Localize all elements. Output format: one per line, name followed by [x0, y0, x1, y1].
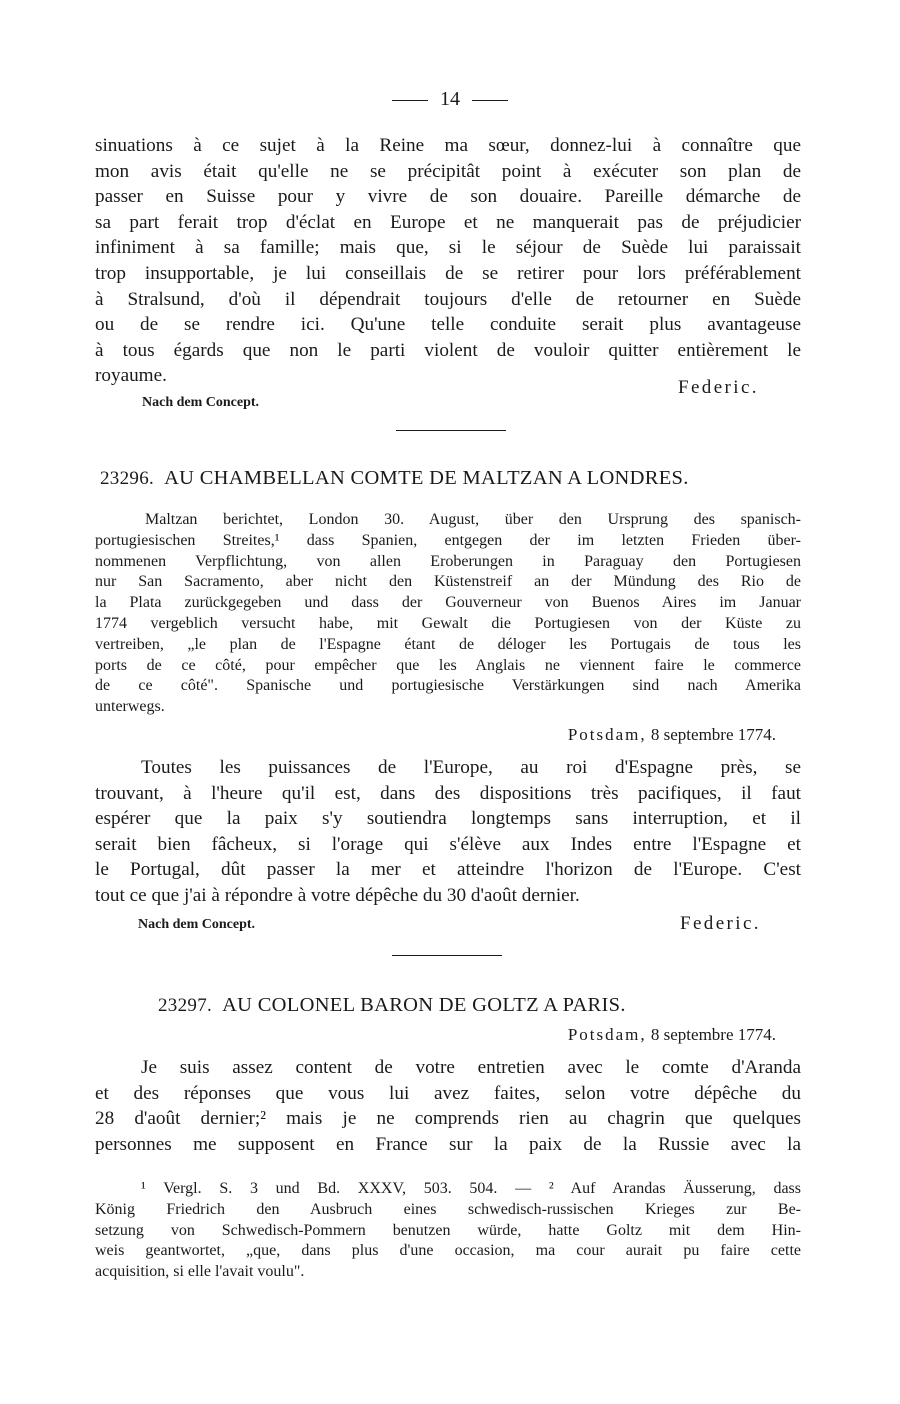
text-line: à tous égards que non le parti violent de vouloir quitter entièrement le	[95, 339, 801, 361]
date-place: Potsdam,	[567, 725, 647, 744]
text-line: à Stralsund, d'où il dépendrait toujours d'elle de retourner en Suède	[95, 288, 801, 310]
text-line: serait bien fâcheux, si l'orage qui s'élève aux Indes entre l'Espagne et	[95, 833, 801, 855]
letter3-body	[95, 1055, 801, 1157]
letter3-dateline	[568, 1025, 776, 1045]
letter2-source-note: Nach dem Concept.	[138, 917, 256, 932]
letter2-number: 23296.	[100, 468, 155, 489]
date-text: 8 septembre 1774.	[650, 1025, 776, 1044]
text-line: tout ce que j'ai à répondre à votre dépêche du 30 d'août dernier.	[95, 884, 580, 906]
letter2-body	[95, 755, 801, 909]
footnotes	[95, 1179, 801, 1283]
text-line: et des réponses que vous lui avez faites, selon votre dépêche du	[95, 1082, 801, 1104]
footnote-line: acquisition, si elle l'avait voulu".	[95, 1263, 305, 1281]
text-line: trouvant, à l'heure qu'il est, dans des dispositions très pacifiques, il faut	[95, 782, 801, 804]
date-place: Potsdam,	[567, 1025, 647, 1044]
summary-line: portugiesischen Streites,¹ dass Spanien, entgegen der im letzten Frieden über-	[95, 531, 801, 549]
text-line: mon avis était qu'elle ne se précipitât point à exécuter son plan de	[95, 160, 801, 182]
letter2-heading	[100, 467, 800, 490]
text-line: sa part ferait trop d'éclat en Europe et ne manquerait pas de préjudicier	[95, 211, 801, 233]
text-line: personnes me supposent en France sur la paix de la Russie avec la	[95, 1133, 801, 1155]
letter1-body	[95, 133, 801, 389]
summary-line: unterwegs.	[95, 698, 165, 716]
letter2-dateline	[568, 725, 776, 745]
text-line: passer en Suisse pour y vivre de son douaire. Pareille démarche de	[95, 186, 801, 208]
letter1-source-note: Nach dem Concept.	[142, 395, 260, 410]
text-line: espérer que la paix s'y soutiendra longtemps sans interruption, et il	[95, 808, 801, 830]
summary-line: nommenen Verpflichtung, von allen Eroberungen in Paraguay den Portugiesen	[95, 552, 801, 570]
text-line: sinuations à ce sujet à la Reine ma sœur, donnez-lui à connaître que	[95, 135, 801, 156]
text-line: ou de se rendre ici. Qu'une telle conduite serait plus avantageuse	[95, 314, 801, 336]
summary-line: Maltzan berichtet, London 30. August, über den Ursprung des spanisch-	[145, 511, 801, 528]
footnote-line: weis geantwortet, „que, dans plus d'une occasion, ma cour aurait pu faire cette	[95, 1242, 801, 1260]
summary-line: nur San Sacramento, aber nicht den Küstenstreif an der Mündung des Rio de	[95, 573, 801, 591]
date-text: 8 septembre 1774.	[650, 725, 776, 744]
summary-line: 1774 vergeblich versucht habe, mit Gewalt die Portugiesen von der Küste zu	[95, 614, 801, 632]
letter2-summary	[95, 510, 801, 718]
page-number: 14	[440, 88, 460, 110]
text-line: trop insupportable, je lui conseillais de se retirer pour lors préférablement	[95, 262, 801, 284]
text-line: royaume.	[95, 365, 167, 387]
footnote-line: ¹ Vergl. S. 3 und Bd. XXXV, 503. 504. — ² Auf Arandas Äusserung, dass	[141, 1180, 801, 1197]
section-divider	[392, 955, 502, 956]
text-line: Je suis assez content de votre entretien avec le comte d'Aranda	[141, 1057, 801, 1078]
summary-line: la Plata zurückgegeben und dass der Gouverneur von Buenos Aires im Januar	[95, 594, 801, 612]
text-line: infiniment à sa famille; mais que, si le séjour de Suède lui paraissait	[95, 237, 801, 259]
header-dash-right	[472, 100, 508, 101]
text-line: le Portugal, dût passer la mer et atteindre l'horizon de l'Europe. C'est	[95, 859, 801, 881]
page-header	[0, 88, 900, 111]
footnote-line: König Friedrich den Ausbruch eines schwedisch-russischen Krieges zur Be-	[95, 1200, 801, 1218]
header-dash-left	[392, 100, 428, 101]
letter3-heading	[158, 994, 858, 1017]
summary-line: de ce côté". Spanische und portugiesische Verstärkungen sind nach Amerika	[95, 677, 801, 695]
summary-line: vertreiben, „le plan de l'Espagne étant de déloger les Portugais de tous les	[95, 635, 801, 653]
letter3-number: 23297.	[158, 995, 213, 1016]
letter1-signature: Federic.	[678, 377, 759, 398]
summary-line: ports de ce côté, pour empêcher que les Anglais ne viennent faire le commerce	[95, 656, 801, 674]
text-line: 28 d'août dernier;² mais je ne comprends rien au chagrin que quelques	[95, 1108, 801, 1130]
text-line: Toutes les puissances de l'Europe, au roi d'Espagne près, se	[141, 757, 801, 778]
footnote-line: setzung von Schwedisch-Pommern benutzen würde, hatte Goltz mit dem Hin-	[95, 1221, 801, 1239]
letter2-title: AU CHAMBELLAN COMTE DE MALTZAN A LONDRES.	[164, 467, 689, 489]
section-divider	[396, 430, 506, 431]
letter3-title: AU COLONEL BARON DE GOLTZ A PARIS.	[222, 994, 626, 1016]
letter2-signature: Federic.	[680, 913, 761, 934]
